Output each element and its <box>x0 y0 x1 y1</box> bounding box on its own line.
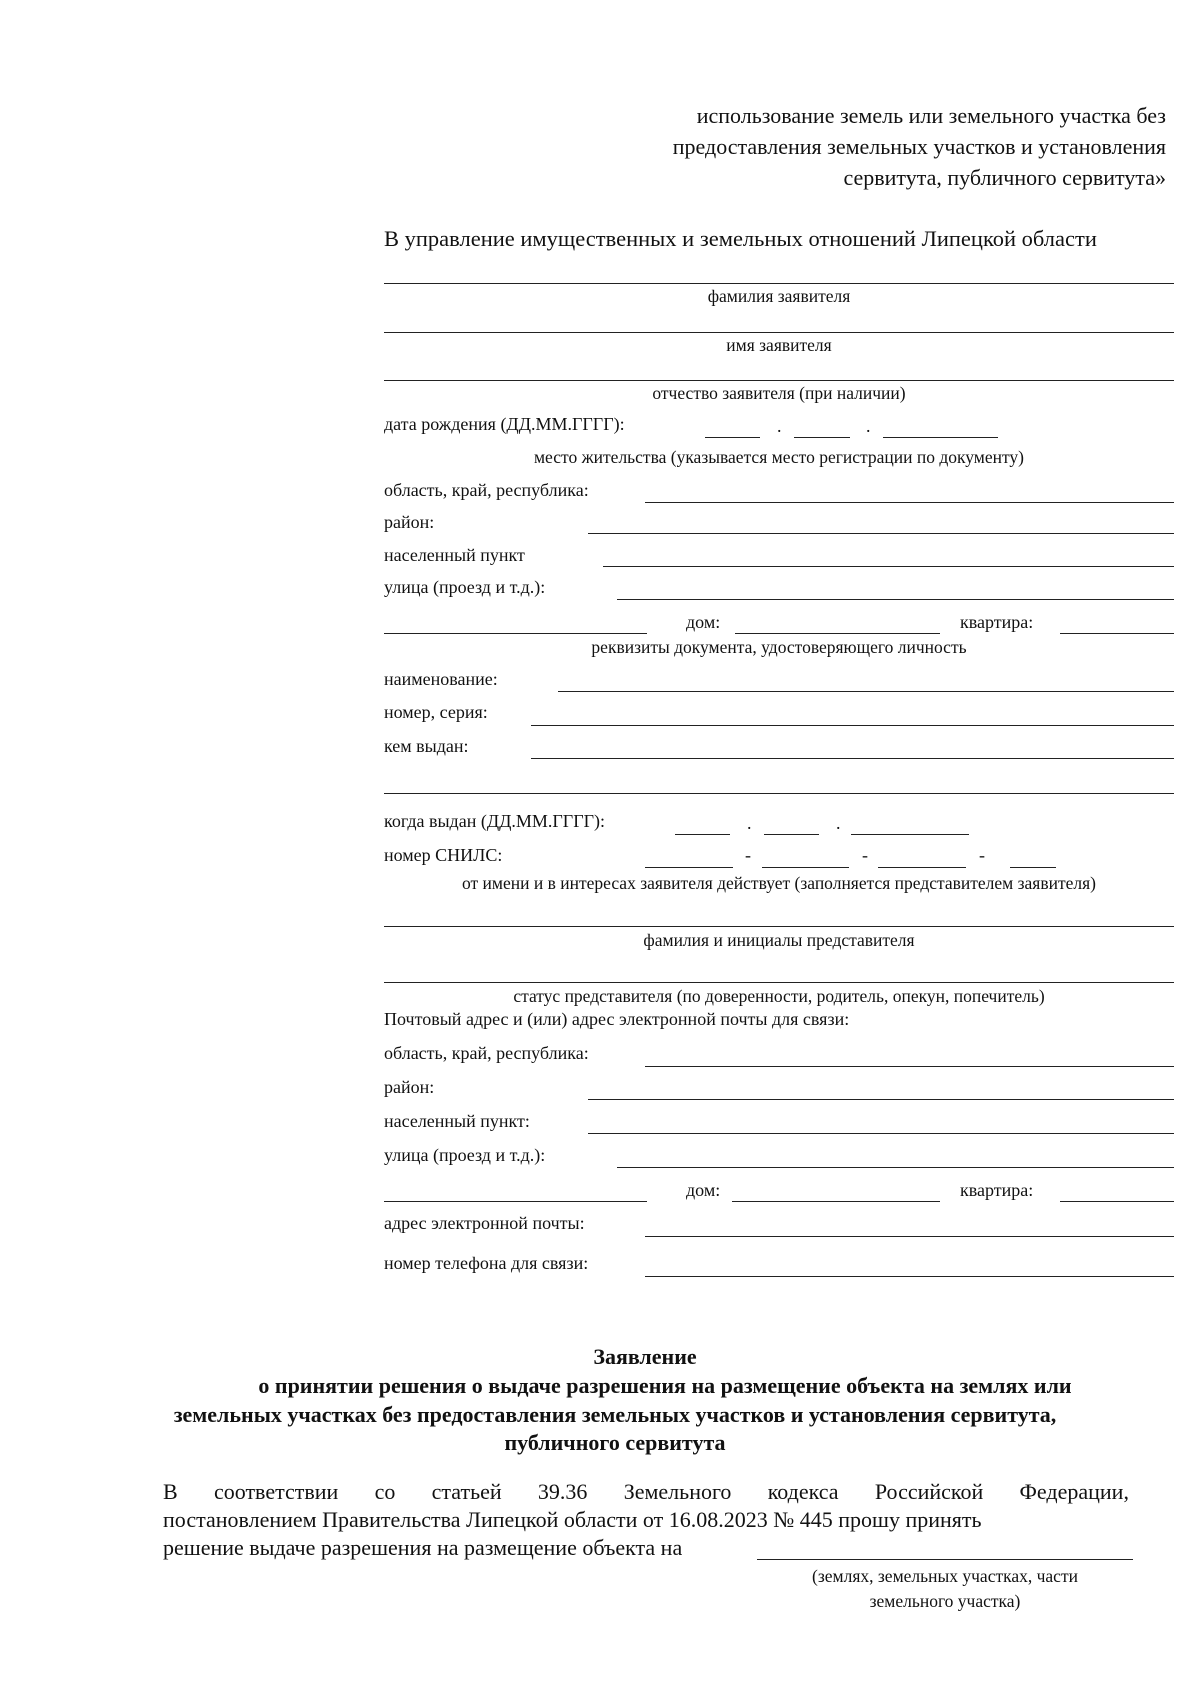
para-word: статьей <box>431 1479 502 1504</box>
locality-field[interactable] <box>603 566 1174 567</box>
issued-date-label: когда выдан (ДД.ММ.ГГГГ): <box>384 811 606 831</box>
postal-locality-field[interactable] <box>588 1133 1174 1134</box>
para-word: Российской <box>874 1479 984 1504</box>
issued-year-field[interactable] <box>851 834 969 835</box>
region-field[interactable] <box>645 502 1174 503</box>
date-separator: . <box>836 813 841 833</box>
postal-region-label: область, край, республика: <box>384 1043 589 1063</box>
snils-label: номер СНИЛС: <box>384 845 503 865</box>
snils-separator: - <box>745 845 751 865</box>
statement-title: Заявление <box>593 1344 697 1369</box>
surname-field[interactable] <box>384 283 1174 284</box>
representative-name-field[interactable] <box>384 926 1174 927</box>
house-label: дом: <box>686 612 721 632</box>
snils-part-2[interactable] <box>762 867 849 868</box>
birth-date-label: дата рождения (ДД.ММ.ГГГГ): <box>384 414 625 434</box>
date-separator: . <box>747 813 752 833</box>
object-location-note: земельного участка) <box>869 1591 1021 1611</box>
surname-caption: фамилия заявителя <box>707 286 851 306</box>
district-label: район: <box>384 512 435 532</box>
postal-caption: Почтовый адрес и (или) адрес электронной почты для связи: <box>384 1009 850 1029</box>
region-label: область, край, республика: <box>384 480 589 500</box>
doc-number-label: номер, серия: <box>384 702 488 722</box>
snils-part-1[interactable] <box>645 867 733 868</box>
issued-month-field[interactable] <box>764 834 819 835</box>
snils-part-4[interactable] <box>1010 867 1056 868</box>
patronymic-field[interactable] <box>384 380 1174 381</box>
postal-apartment-field[interactable] <box>1060 1201 1174 1202</box>
apartment-label: квартира: <box>960 612 1034 632</box>
name-caption: имя заявителя <box>726 335 832 355</box>
statement-subtitle-line: о принятии решения о выдаче разрешения на размещение объекта на землях или <box>258 1373 1072 1398</box>
representative-name-caption: фамилия и инициалы представителя <box>643 930 915 950</box>
doc-name-field[interactable] <box>558 691 1174 692</box>
email-field[interactable] <box>645 1236 1174 1237</box>
issued-by-extra-field[interactable] <box>384 793 1174 794</box>
issued-day-field[interactable] <box>675 834 730 835</box>
representative-status-field[interactable] <box>384 982 1174 983</box>
object-location-field[interactable] <box>757 1559 1133 1560</box>
representative-caption: от имени и в интересах заявителя действует (заполняется представителем заявителя) <box>461 873 1097 893</box>
doc-number-field[interactable] <box>531 725 1174 726</box>
district-field[interactable] <box>588 533 1174 534</box>
postal-street-extra-field[interactable] <box>384 1201 647 1202</box>
statement-paragraph-line3: решение выдаче разрешения на размещение объекта на <box>163 1535 683 1560</box>
house-field[interactable] <box>735 633 940 634</box>
street-label: улица (проезд и т.д.): <box>384 577 546 597</box>
email-label: адрес электронной почты: <box>384 1213 585 1233</box>
para-word: со <box>374 1479 396 1504</box>
statement-paragraph-line1 <box>163 1479 1129 1505</box>
birth-year-field[interactable] <box>883 437 998 438</box>
para-word: Федерации, <box>1019 1479 1129 1504</box>
issued-by-label: кем выдан: <box>384 736 469 756</box>
date-separator: . <box>777 416 782 436</box>
id-doc-caption: реквизиты документа, удостоверяющего личность <box>591 637 967 657</box>
snils-part-3[interactable] <box>878 867 966 868</box>
patronymic-caption: отчество заявителя (при наличии) <box>652 383 906 403</box>
header-line: сервитута, публичного сервитута» <box>843 165 1166 190</box>
para-word: В <box>163 1479 178 1504</box>
postal-district-label: район: <box>384 1077 435 1097</box>
postal-apartment-label: квартира: <box>960 1180 1034 1200</box>
phone-label: номер телефона для связи: <box>384 1253 589 1273</box>
para-word: Земельного <box>623 1479 732 1504</box>
issued-by-field[interactable] <box>531 758 1174 759</box>
date-separator: . <box>866 416 871 436</box>
statement-subtitle-line: земельных участках без предоставления земельных участков и установления сервитута, <box>173 1402 1057 1427</box>
postal-region-field[interactable] <box>645 1066 1174 1067</box>
postal-house-label: дом: <box>686 1180 721 1200</box>
object-location-note: (землях, земельных участках, части <box>812 1566 1078 1586</box>
postal-district-field[interactable] <box>588 1099 1174 1100</box>
snils-separator: - <box>862 845 868 865</box>
street-extra-field[interactable] <box>384 633 647 634</box>
birth-month-field[interactable] <box>794 437 850 438</box>
birth-day-field[interactable] <box>705 437 760 438</box>
para-word: 39.36 <box>537 1479 588 1504</box>
snils-separator: - <box>979 845 985 865</box>
doc-name-label: наименование: <box>384 669 498 689</box>
representative-status-caption: статус представителя (по доверенности, родитель, опекун, попечитель) <box>513 986 1045 1006</box>
header-line: предоставления земельных участков и установления <box>672 134 1166 159</box>
phone-field[interactable] <box>645 1276 1174 1277</box>
street-field[interactable] <box>617 599 1174 600</box>
statement-paragraph-line2: постановлением Правительства Липецкой области от 16.08.2023 № 445 прошу принять <box>163 1507 982 1532</box>
para-word: соответствии <box>213 1479 339 1504</box>
header-block <box>673 100 1166 193</box>
name-field[interactable] <box>384 332 1174 333</box>
locality-label: населенный пункт <box>384 545 525 565</box>
postal-street-field[interactable] <box>617 1167 1174 1168</box>
postal-locality-label: населенный пункт: <box>384 1111 530 1131</box>
residence-caption: место жительства (указывается место регистрации по документу) <box>533 447 1025 467</box>
addressee: В управление имущественных и земельных отношений Липецкой области <box>384 226 1097 251</box>
header-line: использование земель или земельного участка без <box>696 103 1166 128</box>
postal-house-field[interactable] <box>732 1201 940 1202</box>
para-word: кодекса <box>767 1479 839 1504</box>
statement-subtitle-line: публичного сервитута <box>504 1430 726 1455</box>
apartment-field[interactable] <box>1060 633 1174 634</box>
postal-street-label: улица (проезд и т.д.): <box>384 1145 546 1165</box>
